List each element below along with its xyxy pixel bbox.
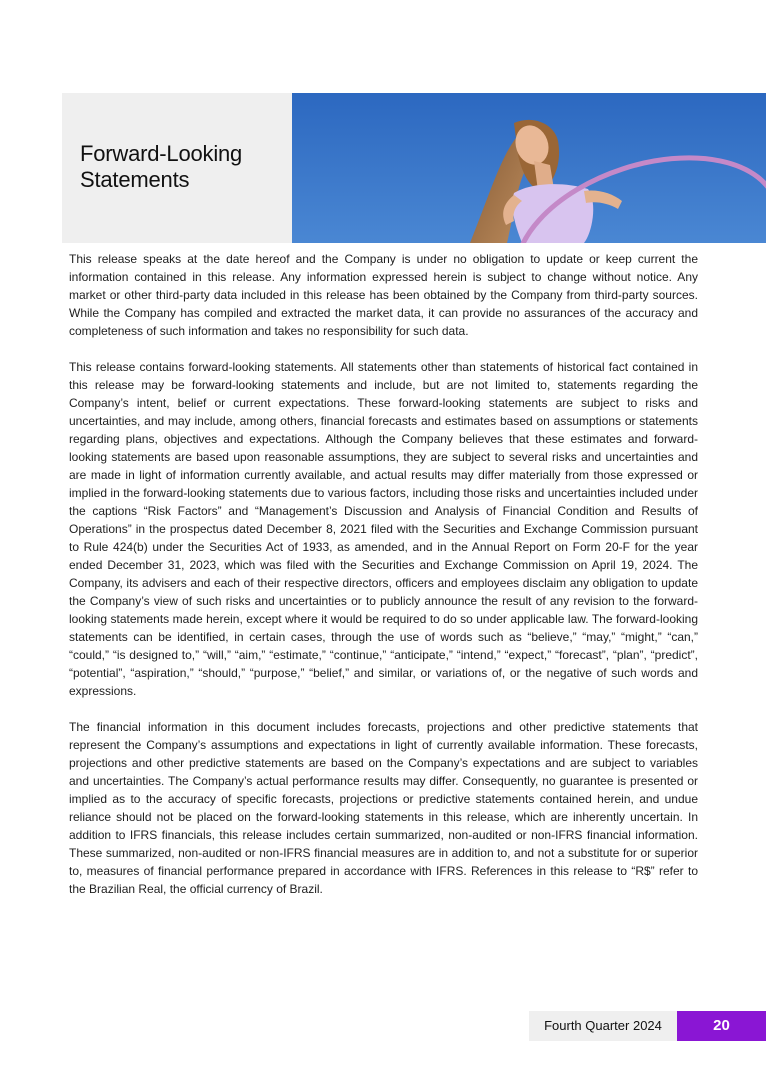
- page-title: Forward-Looking Statements: [80, 141, 243, 192]
- shirt-shape: [512, 184, 593, 243]
- footer-period-label: Fourth Quarter 2024: [529, 1011, 677, 1041]
- woman-with-hula-hoop-photo: [292, 93, 766, 243]
- paragraph-forward-looking: This release contains forward-looking statements. All statements other than statements of historical fact contained in this release may be forward-looking statements and include, but are not limited to, statements regarding the Company’s intent, belief or current expectations. These forward-looking statements are subject to risks and uncertainties, and may include, among others, financial forecasts and estimates based on assumptions or statements regarding plans, objectives and expectations. Although the Company believes that these estimates and forward-looking statements are based upon reasonable assumptions, they are subject to several risks and uncertainties and are made in light of information currently available, and actual results may differ materially from those expressed or implied in the forward-looking statements due to various factors, including those risks and uncertainties included under the captions “Risk Factors” and “Management’s Discussion and Analysis of Financial Condition and Results of Operations” in the prospectus dated December 8, 2021 filed with the Securities and Exchange Commission pursuant to Rule 424(b) under the Securities Act of 1933, as amended, and in the Annual Report on Form 20-F for the year ended December 31, 2023, which was filed with the Securities and Exchange Commission on April 19, 2024. The Company, its advisers and each of their respective directors, officers and employees disclaim any obligation to update the Company’s view of such risks and uncertainties or to publicly announce the result of any revision to the forward-looking statements made herein, except where it would be required to do so under applicable law. The forward-looking statements can be identified, in certain cases, through the use of words such as “believe,” “may,” “might,” “can,” “could,” “is designed to,” “will,” “aim,” “estimate,” “continue,” “anticipate,” “intend,” “expect,” “forecast”, “plan”, “predict”, “potential”, “aspiration,” “should,” “purpose,” “belief,” and similar, or variations of, or the negative of such words and expressions.: [69, 360, 698, 698]
- page-footer: [529, 1011, 766, 1041]
- paragraph-financial-info: The financial information in this document includes forecasts, projections and other predictive statements that represent the Company’s assumptions and expectations in light of currently available information. These forecasts, projections and other predictive statements are based on the Company’s expectations and are subject to variables and uncertainties. The Company’s actual performance results may differ. Consequently, no guarantee is presented or implied as to the accuracy of specific forecasts, projections or predictive statements contained herein, and undue reliance should not be placed on the forward-looking statements in this release, which are inherently uncertain. In addition to IFRS financials, this release includes certain summarized, non-audited or non-IFRS financial information. These summarized, non-audited or non-IFRS financial measures are in addition to, and not a substitute for or superior to, measures of financial performance prepared in accordance with IFRS. References in this release to “R$” refer to the Brazilian Real, the official currency of Brazil.: [69, 720, 698, 896]
- title-panel: [62, 93, 292, 243]
- body-text: [69, 250, 698, 916]
- header-photo: [292, 93, 766, 243]
- header-band: [62, 93, 766, 243]
- page-number-badge: 20: [677, 1011, 766, 1041]
- paragraph-disclaimer: This release speaks at the date hereof and the Company is under no obligation to update or keep current the information contained in this release. Any information expressed herein is subject to change without notice. Any market or other third-party data included in this release has been obtained by the Company from third-party sources. While the Company has compiled and extracted the market data, it can provide no assurances of the accuracy and completeness of such information and takes no responsibility for such data.: [69, 252, 698, 338]
